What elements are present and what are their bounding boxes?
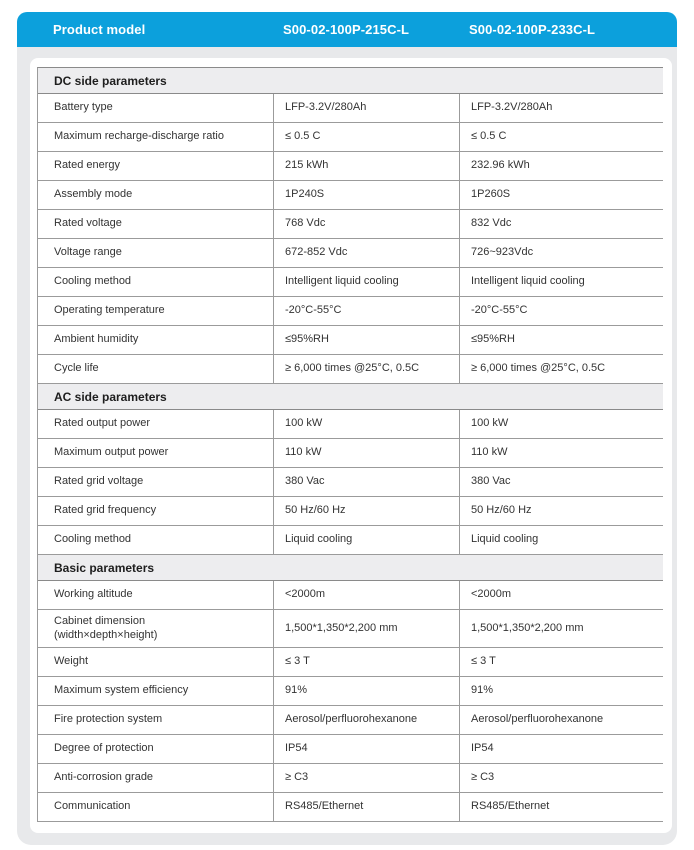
section-header-dc: DC side parameters [38, 68, 663, 94]
row-value-model2: 1,500*1,350*2,200 mm [459, 610, 664, 647]
row-label: Rated grid voltage [54, 475, 144, 488]
row-value-model1: 672-852 Vdc [273, 239, 459, 267]
table-row [38, 706, 663, 735]
row-value-model2: LFP-3.2V/280Ah [459, 94, 664, 122]
table-row [38, 610, 663, 648]
row-value-model2: 1P260S [459, 181, 664, 209]
row-value-model2: ≤ 0.5 C [459, 123, 664, 151]
table-row [38, 581, 663, 610]
table-row [38, 326, 663, 355]
table-row [38, 764, 663, 793]
row-value-model1: IP54 [273, 735, 459, 763]
table-row [38, 268, 663, 297]
table-row [38, 677, 663, 706]
row-label: Working altitude [54, 588, 133, 601]
row-label: Cooling method [54, 533, 132, 546]
table-row [38, 355, 663, 384]
row-label: Assembly mode [54, 188, 133, 201]
row-value-model1: ≤ 3 T [273, 648, 459, 676]
row-value-model2: 50 Hz/60 Hz [459, 497, 664, 525]
table-row [38, 297, 663, 326]
table-row [38, 152, 663, 181]
product-model-header-bar [17, 12, 677, 47]
row-label: Operating temperature [54, 304, 165, 317]
row-value-model1: ≥ 6,000 times @25°C, 0.5C [273, 355, 459, 383]
table-row [38, 497, 663, 526]
row-value-model1: Aerosol/perfluorohexanone [273, 706, 459, 734]
header-product-model-label: Product model [53, 22, 146, 37]
row-value-model2: Aerosol/perfluorohexanone [459, 706, 664, 734]
table-row [38, 439, 663, 468]
row-label: Weight [54, 655, 89, 668]
header-model-2: S00-02-100P-233C-L [469, 22, 596, 37]
row-value-model2: <2000m [459, 581, 664, 609]
row-value-model2: ≤ 3 T [459, 648, 664, 676]
section-header-basic: Basic parameters [38, 555, 663, 581]
row-value-model2: ≤95%RH [459, 326, 664, 354]
row-label: Maximum recharge-discharge ratio [54, 130, 224, 143]
table-row [38, 239, 663, 268]
row-value-model2: IP54 [459, 735, 664, 763]
row-value-model1: <2000m [273, 581, 459, 609]
table-row [38, 181, 663, 210]
row-label: Cycle life [54, 362, 99, 375]
row-label: Rated voltage [54, 217, 122, 230]
row-label: Rated output power [54, 417, 151, 430]
header-model-1: S00-02-100P-215C-L [283, 22, 410, 37]
row-value-model1: RS485/Ethernet [273, 793, 459, 821]
row-value-model2: 110 kW [459, 439, 664, 467]
row-value-model2: 380 Vac [459, 468, 664, 496]
spec-sheet [17, 12, 677, 845]
spec-panel [30, 58, 672, 833]
row-label: Fire protection system [54, 713, 163, 726]
row-value-model1: 380 Vac [273, 468, 459, 496]
row-value-model2: 726~923Vdc [459, 239, 664, 267]
row-value-model1: ≤95%RH [273, 326, 459, 354]
row-value-model1: 1,500*1,350*2,200 mm [273, 610, 459, 647]
spec-table [37, 67, 663, 822]
table-row [38, 793, 663, 822]
row-value-model1: 215 kWh [273, 152, 459, 180]
row-value-model1: 768 Vdc [273, 210, 459, 238]
row-label: Rated energy [54, 159, 121, 172]
row-value-model1: 100 kW [273, 410, 459, 438]
row-label: Maximum system efficiency [54, 684, 189, 697]
row-value-model1: -20°C-55°C [273, 297, 459, 325]
row-label-line1: Cabinet dimension [54, 614, 146, 627]
row-value-model1: 91% [273, 677, 459, 705]
row-value-model1: Intelligent liquid cooling [273, 268, 459, 296]
table-row [38, 94, 663, 123]
row-value-model2: 232.96 kWh [459, 152, 664, 180]
row-label: Voltage range [54, 246, 122, 259]
row-label: Cooling method [54, 275, 132, 288]
row-value-model1: ≤ 0.5 C [273, 123, 459, 151]
table-row [38, 735, 663, 764]
row-label-line2: (width×depth×height) [54, 628, 158, 641]
row-value-model1: ≥ C3 [273, 764, 459, 792]
row-value-model2: Intelligent liquid cooling [459, 268, 664, 296]
spec-card [17, 47, 677, 845]
row-label: Rated grid frequency [54, 504, 157, 517]
row-value-model2: 100 kW [459, 410, 664, 438]
row-value-model1: 1P240S [273, 181, 459, 209]
row-value-model2: 91% [459, 677, 664, 705]
table-row [38, 410, 663, 439]
row-value-model1: LFP-3.2V/280Ah [273, 94, 459, 122]
table-row [38, 210, 663, 239]
row-label: Communication [54, 800, 131, 813]
row-value-model2: 832 Vdc [459, 210, 664, 238]
table-row [38, 123, 663, 152]
table-row [38, 648, 663, 677]
row-label: Battery type [54, 101, 113, 114]
row-label [38, 610, 273, 647]
section-header-ac: AC side parameters [38, 384, 663, 410]
row-label: Ambient humidity [54, 333, 139, 346]
row-value-model1: 50 Hz/60 Hz [273, 497, 459, 525]
row-value-model1: 110 kW [273, 439, 459, 467]
row-value-model2: ≥ 6,000 times @25°C, 0.5C [459, 355, 664, 383]
row-value-model2: ≥ C3 [459, 764, 664, 792]
row-label: Anti-corrosion grade [54, 771, 154, 784]
row-value-model2: Liquid cooling [459, 526, 664, 554]
row-value-model1: Liquid cooling [273, 526, 459, 554]
row-value-model2: RS485/Ethernet [459, 793, 664, 821]
row-label: Maximum output power [54, 446, 169, 459]
row-value-model2: -20°C-55°C [459, 297, 664, 325]
table-row [38, 468, 663, 497]
row-label: Degree of protection [54, 742, 154, 755]
table-row [38, 526, 663, 555]
